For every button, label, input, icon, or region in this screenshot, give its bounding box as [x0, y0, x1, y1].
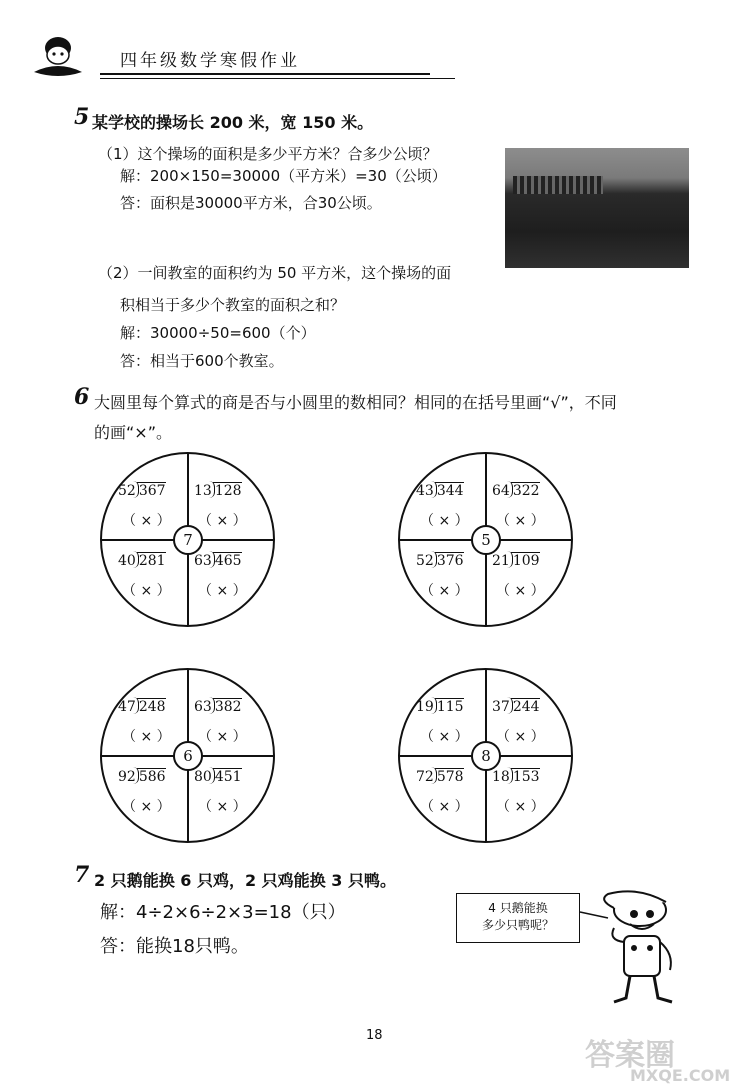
boy-cartoon-icon [578, 880, 698, 1010]
divisor: 19 [416, 699, 434, 715]
answer-mark: （ × ） [420, 729, 469, 745]
answer-mark: （ × ） [122, 513, 171, 529]
q7-text: 2 只鹅能换 6 只鸡，2 只鸡能换 3 只鸭。 [94, 871, 396, 890]
divisor: 40 [118, 553, 136, 569]
answer-mark: （ × ） [420, 799, 469, 815]
q7-solution: 解：4÷2×6÷2×3=18（只） [100, 902, 346, 923]
divisor: 64 [492, 483, 510, 499]
q5-part2-solution: 解：30000÷50=600（个） [120, 324, 316, 342]
divisor: 72 [416, 769, 434, 785]
q7-number: 7 [74, 862, 90, 888]
dividend: 115 [436, 699, 464, 715]
answer-mark: （ × ） [496, 513, 545, 529]
division-circle [100, 668, 275, 843]
dividend: 248 [138, 699, 166, 715]
answer-mark: （ × ） [198, 583, 247, 599]
answer-mark: （ × ） [496, 583, 545, 599]
dividend: 367 [138, 483, 166, 499]
answer-mark: （ × ） [198, 729, 247, 745]
divisor: 63 [194, 699, 212, 715]
playground-photo [505, 148, 689, 268]
dividend: 451 [214, 769, 242, 785]
long-division-expression [492, 482, 540, 499]
answer-mark: （ × ） [420, 583, 469, 599]
answer-mark: （ × ） [198, 799, 247, 815]
divisor: 63 [194, 553, 212, 569]
long-division-expression [416, 768, 464, 785]
long-division-expression [194, 482, 242, 499]
divisor: 21 [492, 553, 510, 569]
division-circle [398, 452, 573, 627]
divisor: 47 [118, 699, 136, 715]
divisor: 52 [416, 553, 434, 569]
divisor: 18 [492, 769, 510, 785]
q5-part2-question-line2: 积相当于多少个教室的面积之和？ [120, 296, 346, 314]
long-division-expression [492, 698, 540, 715]
long-division-expression [194, 768, 242, 785]
header-title: 四年级数学寒假作业 [120, 51, 300, 71]
answer-mark: （ × ） [198, 513, 247, 529]
divisor: 52 [118, 483, 136, 499]
target-quotient: 8 [471, 741, 501, 771]
dividend: 376 [436, 553, 464, 569]
answer-mark: （ × ） [496, 729, 545, 745]
dividend: 244 [512, 699, 540, 715]
long-division-expression [118, 552, 166, 569]
answer-mark: （ × ） [420, 513, 469, 529]
q6-text-line2: 的画“×”。 [94, 423, 172, 442]
long-division-expression [118, 698, 166, 715]
division-circle [398, 668, 573, 843]
dividend: 128 [214, 483, 242, 499]
q5-text: 某学校的操场长 200 米，宽 150 米。 [92, 113, 374, 132]
dividend: 578 [436, 769, 464, 785]
q5-part1-solution: 解：200×150=30000（平方米）=30（公顷） [120, 167, 447, 185]
dividend: 109 [512, 553, 540, 569]
answer-mark: （ × ） [122, 583, 171, 599]
watermark-logo: 答案圈 [585, 1038, 675, 1073]
bubble-line1: 4 只鹅能换 [488, 901, 548, 915]
answer-mark: （ × ） [496, 799, 545, 815]
divisor: 43 [416, 483, 434, 499]
header-rule [100, 73, 430, 75]
long-division-expression [118, 482, 166, 499]
target-quotient: 5 [471, 525, 501, 555]
long-division-expression [118, 768, 166, 785]
dividend: 465 [214, 553, 242, 569]
bubble-line2: 多少只鸭呢？ [481, 918, 554, 932]
long-division-expression [416, 698, 464, 715]
long-division-expression [194, 552, 242, 569]
dividend: 382 [214, 699, 242, 715]
dividend: 344 [436, 483, 464, 499]
division-circle [100, 452, 275, 627]
answer-mark: （ × ） [122, 799, 171, 815]
long-division-expression [416, 482, 464, 499]
long-division-expression [492, 768, 540, 785]
q6-number: 6 [74, 384, 90, 410]
page-number: 18 [366, 1028, 383, 1043]
watermark-url: MXQE.COM [630, 1066, 731, 1085]
dividend: 153 [512, 769, 540, 785]
target-quotient: 6 [173, 741, 203, 771]
speech-bubble [456, 893, 580, 943]
answer-mark: （ × ） [122, 729, 171, 745]
divisor: 37 [492, 699, 510, 715]
student-mascot-icon [28, 36, 88, 80]
target-quotient: 7 [173, 525, 203, 555]
dividend: 322 [512, 483, 540, 499]
dividend: 281 [138, 553, 166, 569]
header-rule-thin [100, 78, 455, 79]
long-division-expression [194, 698, 242, 715]
q5-part2-answer: 答：相当于600个教室。 [120, 352, 284, 370]
q6-text-line1: 大圆里每个算式的商是否与小圆里的数相同？相同的在括号里画“√”，不同 [94, 393, 617, 412]
q5-part1-answer: 答：面积是30000平方米，合30公顷。 [120, 194, 382, 212]
divisor: 92 [118, 769, 136, 785]
q5-part2-question-line1: （2）一间教室的面积约为 50 平方米，这个操场的面 [98, 264, 452, 282]
dividend: 586 [138, 769, 166, 785]
divisor: 13 [194, 483, 212, 499]
q7-answer: 答：能换18只鸭。 [100, 936, 249, 957]
q5-part1-question: （1）这个操场的面积是多少平方米？合多少公顷？ [98, 145, 438, 163]
q5-number: 5 [74, 104, 90, 130]
divisor: 80 [194, 769, 212, 785]
long-division-expression [492, 552, 540, 569]
long-division-expression [416, 552, 464, 569]
